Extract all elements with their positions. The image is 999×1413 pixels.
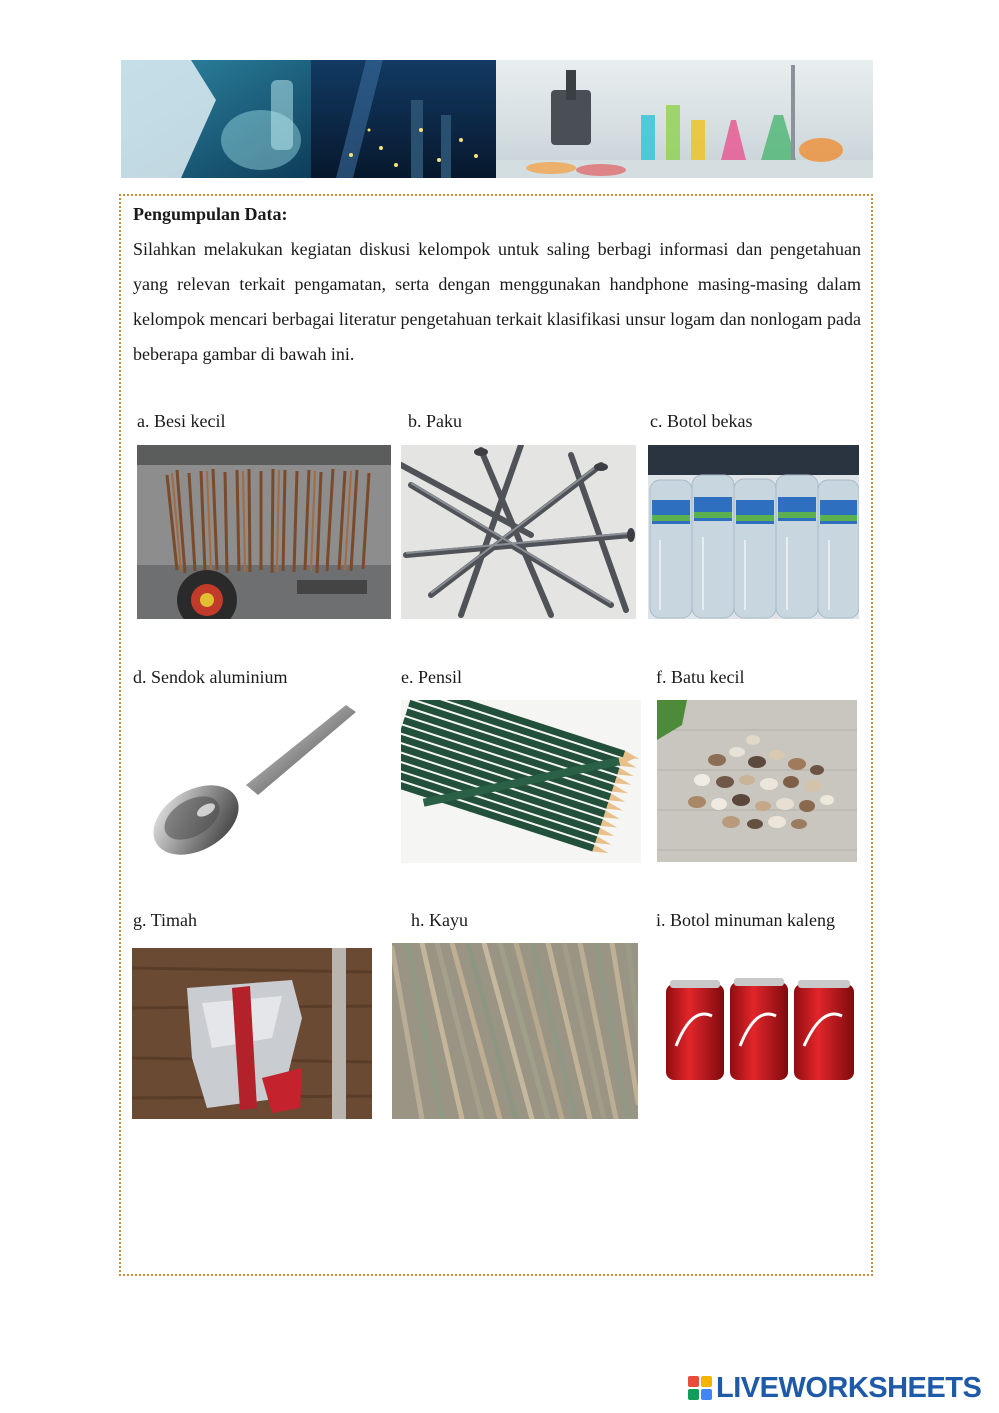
tin-foil-photo xyxy=(132,948,372,1119)
brand-name: LIVEWORKSHEETS xyxy=(716,1371,982,1404)
liveworksheets-logo xyxy=(688,1373,981,1403)
item-label-f: f. Batu kecil xyxy=(656,667,745,687)
plastic-bottles-photo xyxy=(648,445,859,619)
item-label-g: g. Timah xyxy=(133,910,198,930)
brand-grid-icon xyxy=(688,1376,712,1400)
item-label-b: b. Paku xyxy=(408,411,462,431)
soda-cans-photo xyxy=(662,976,858,1082)
item-label-e: e. Pensil xyxy=(401,667,462,687)
item-label-d: d. Sendok aluminium xyxy=(133,667,288,687)
spoon-photo xyxy=(146,700,358,864)
item-label-i: i. Botol minuman kaleng xyxy=(656,910,835,930)
item-label-h: h. Kayu xyxy=(411,910,468,930)
iron-rods-photo xyxy=(137,445,391,619)
item-label-a: a. Besi kecil xyxy=(137,411,226,431)
item-label-c: c. Botol bekas xyxy=(650,411,753,431)
pencils-photo xyxy=(401,700,641,863)
header-banner-image xyxy=(121,60,873,178)
nails-photo xyxy=(401,445,636,619)
pebbles-photo xyxy=(657,700,857,862)
section-heading: Pengumpulan Data: xyxy=(133,204,288,224)
instructions-paragraph: Silahkan melakukan kegiatan diskusi kelompok untuk saling berbagi informasi dan pengetahuan yang relevan terkait pengamatan, serta dengan menggunakan handphone masing-masing dalam kelompok mencari berbagai literatur pengetahuan terkait klasifikasi unsur logam dan nonlogam pada beberapa gambar di bawah ini. xyxy=(133,239,861,364)
wood-sticks-photo xyxy=(392,943,638,1119)
